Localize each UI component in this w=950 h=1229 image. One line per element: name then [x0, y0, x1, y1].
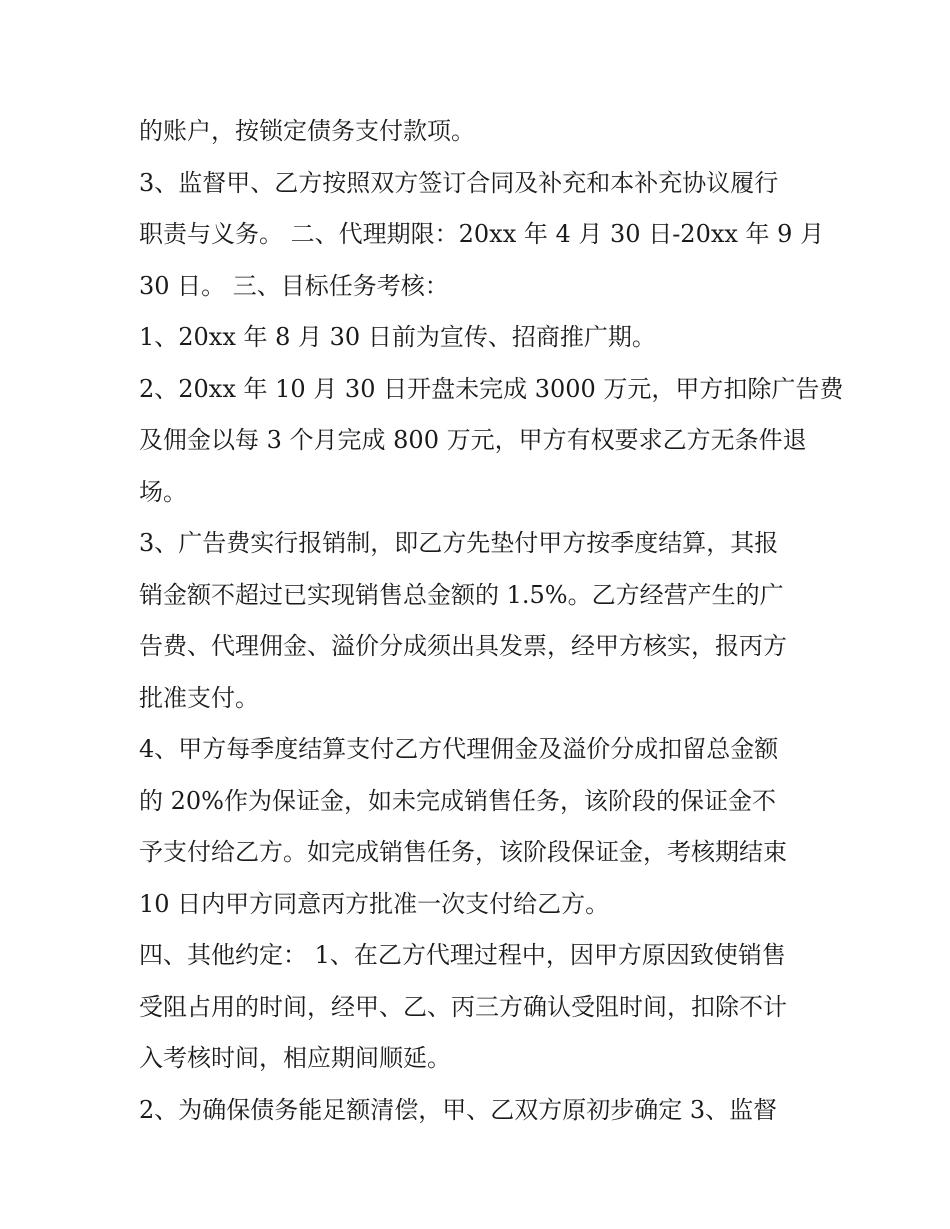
text-line: 予支付给乙方。如完成销售任务，该阶段保证金，考核期结束: [139, 838, 787, 866]
text-line: 批准支付。: [139, 683, 259, 712]
text-line: 30 日。 三、目标任务考核：: [139, 271, 449, 300]
text-line: 场。: [139, 477, 187, 506]
text-line: 的账户，按锁定债务支付款项。: [139, 117, 475, 145]
text-line: 四、其他约定： 1、在乙方代理过程中，因甲方原因致使销售: [139, 941, 786, 969]
text-line: 职责与义务。 二、代理期限：20xx 年 4 月 30 日-20xx 年 9 月: [139, 220, 825, 248]
text-line: 10 日内甲方同意丙方批准一次支付给乙方。: [139, 889, 610, 918]
text-line: 告费、代理佣金、溢价分成须出具发票，经甲方核实，报丙方: [139, 632, 787, 660]
text-line: 的 20%作为保证金，如未完成销售任务，该阶段的保证金不: [139, 786, 776, 815]
text-line: 入考核时间，相应期间顺延。: [139, 1044, 451, 1072]
text-line: 3、广告费实行报销制，即乙方先垫付甲方按季度结算，其报: [139, 529, 779, 557]
text-line: 3、监督甲、乙方按照双方签订合同及补充和本补充协议履行: [139, 168, 779, 197]
text-line: 及佣金以每 3 个月完成 800 万元，甲方有权要求乙方无条件退: [139, 426, 807, 454]
text-line: 销金额不超过已实现销售总金额的 1.5%。乙方经营产生的广: [139, 580, 784, 609]
text-line: 4、甲方每季度结算支付乙方代理佣金及溢价分成扣留总金额: [139, 735, 779, 763]
document-body: [139, 106, 844, 1136]
text-line: 2、20xx 年 10 月 30 日开盘未完成 3000 万元，甲方扣除广告费: [139, 374, 844, 403]
text-line: 2、为确保债务能足额清偿，甲、乙双方原初步确定 3、监督: [139, 1095, 778, 1124]
text-line: 受阻占用的时间，经甲、乙、丙三方确认受阻时间，扣除不计: [139, 992, 787, 1021]
text-line: 1、20xx 年 8 月 30 日前为宣传、招商推广期。: [139, 323, 656, 351]
